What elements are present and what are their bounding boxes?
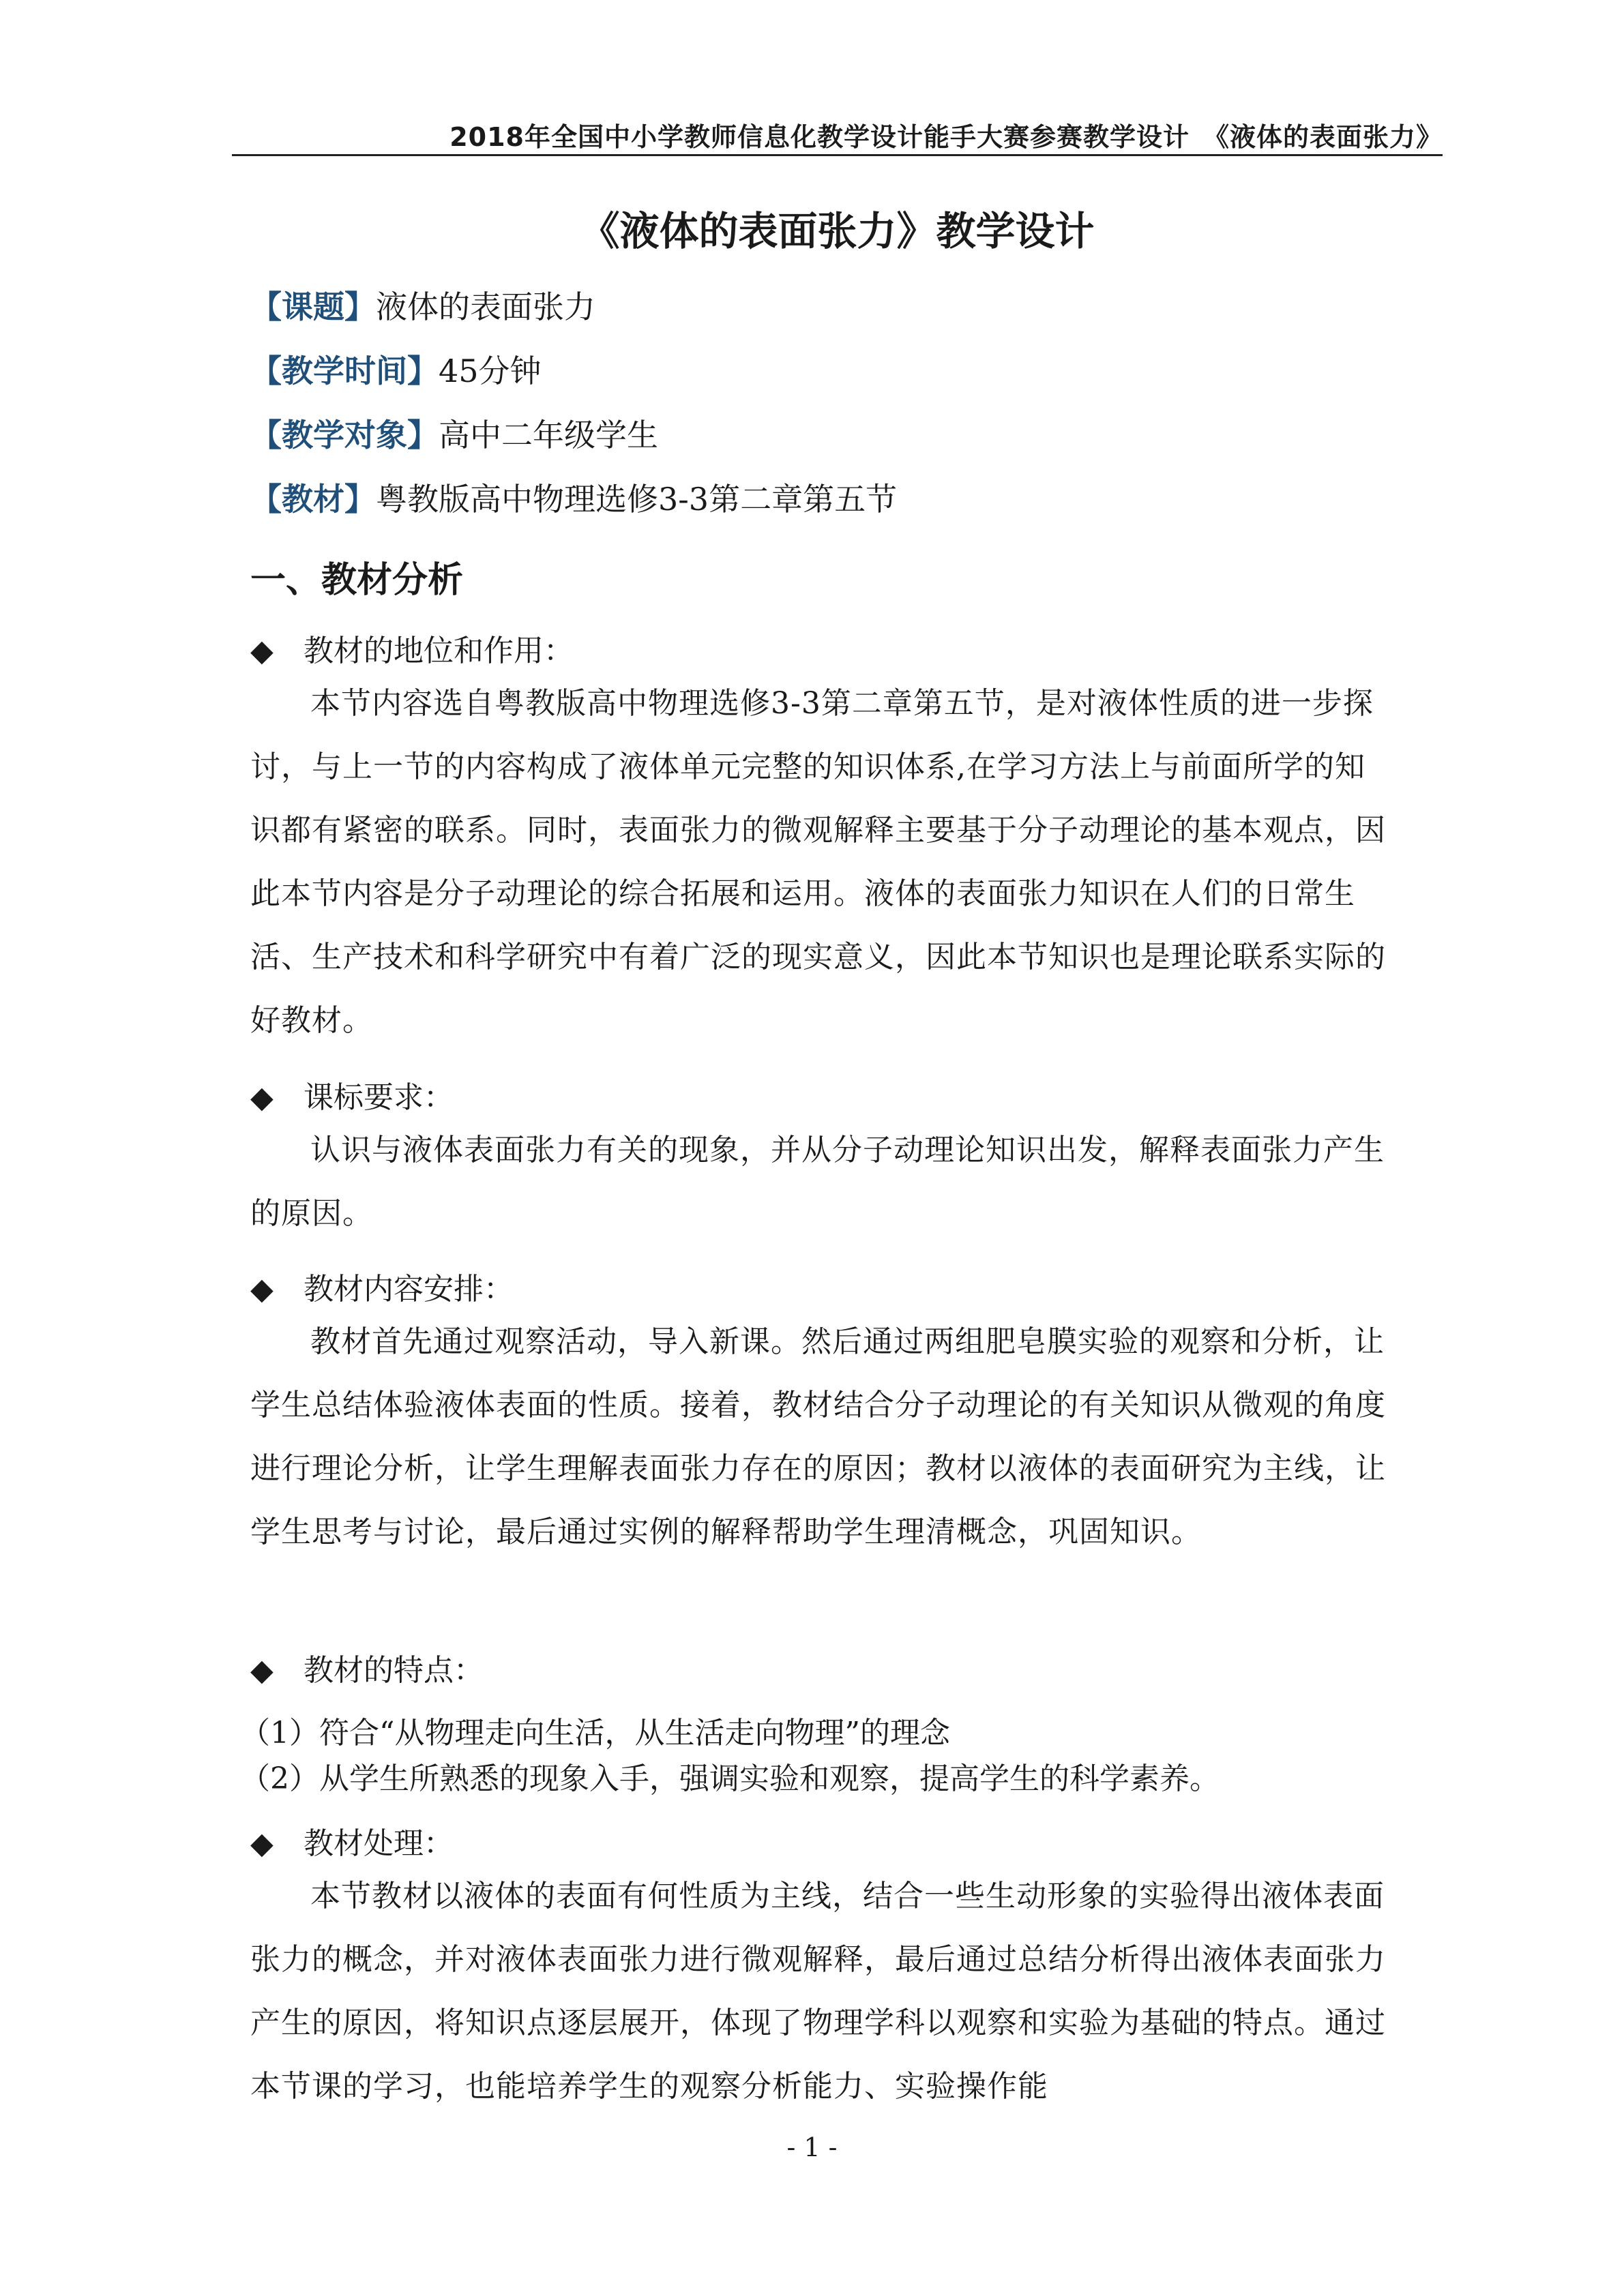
meta-audience <box>250 411 658 456</box>
meta-audience-key: 【教学对象】 <box>250 417 439 453</box>
header-rule <box>232 154 1443 156</box>
meta-time-key: 【教学时间】 <box>250 353 439 389</box>
bullet-curriculum-requirements <box>250 1073 454 1116</box>
meta-topic-key: 【课题】 <box>250 288 376 325</box>
bullet-textbook-features <box>250 1645 484 1689</box>
document-title: 《液体的表面张力》教学设计 <box>580 208 1095 254</box>
bullet-label: 课标要求： <box>304 1080 454 1115</box>
paragraph-textbook-processing: 本节教材以液体的表面有何性质为主线，结合一些生动形象的实验得出液体表面张力的概念，并对液体表面张力进行微观解释，最后通过总结分析得出液体表面张力产生的原因，将知识点逐层展开，体现了物理学科以观察和实验为基础的特点。通过本节课的学习，也能培养学生的观察分析能力、实验操作能 <box>250 1879 1386 2104</box>
paragraph-status-role: 本节内容选自粤教版高中物理选修3-3第二章第五节，是对液体性质的进一步探讨，与上一节的内容构成了液体单元完整的知识体系,在学习方法上与前面所学的知识都有紧密的联系。同时，表面张力的微观解释主要基于分子动理论的基本观点，因此本节内容是分子动理论的综合拓展和运用。液体的表面张力知识在人们的日常生活、生产技术和科学研究中有着广泛的现实意义，因此本节知识也是理论联系实际的好教材。 <box>250 686 1386 1038</box>
meta-topic-value: 液体的表面张力 <box>376 288 595 325</box>
meta-topic <box>250 282 595 327</box>
meta-audience-value: 高中二年级学生 <box>439 417 658 453</box>
bullet-label: 教材的地位和作用： <box>304 633 574 668</box>
bullet-content-arrangement <box>250 1264 514 1308</box>
paragraph-curriculum-requirements: 认识与液体表面张力有关的现象，并从分子动理论知识出发，解释表面张力产生的原因。 <box>250 1133 1385 1231</box>
meta-time-value: 45分钟 <box>439 353 542 389</box>
meta-textbook-key: 【教材】 <box>250 481 376 518</box>
diamond-bullet-icon: ◆ <box>250 1653 274 1688</box>
diamond-bullet-icon: ◆ <box>250 1080 274 1115</box>
diamond-bullet-icon: ◆ <box>250 1272 274 1307</box>
paragraph-content-arrangement: 教材首先通过观察活动，导入新课。然后通过两组肥皂膜实验的观察和分析，让学生总结体验液体表面的性质。接着，教材结合分子动理论的有关知识从微观的角度进行理论分析，让学生理解表面张力存在的原因；教材以液体的表面研究为主线，让学生思考与讨论，最后通过实例的解释帮助学生理清概念，巩固知识。 <box>250 1324 1386 1549</box>
feature-item-1: （1）符合“从物理走向生活，从生活走向物理”的理念 <box>240 1716 950 1750</box>
meta-time <box>250 346 542 391</box>
bullet-label: 教材内容安排： <box>304 1272 514 1307</box>
diamond-bullet-icon: ◆ <box>250 633 274 668</box>
page-number: - 1 - <box>786 2132 838 2162</box>
meta-textbook-value: 粤教版高中物理选修3-3第二章第五节 <box>376 481 898 518</box>
section-heading-textbook-analysis: 一、教材分析 <box>250 560 464 601</box>
bullet-status-role <box>250 626 574 670</box>
bullet-label: 教材的特点： <box>304 1653 484 1688</box>
meta-textbook <box>250 475 897 520</box>
bullet-label: 教材处理： <box>304 1826 454 1861</box>
feature-item-2: （2）从学生所熟悉的现象入手，强调实验和观察，提高学生的科学素养。 <box>240 1761 1220 1796</box>
bullet-textbook-processing <box>250 1819 454 1862</box>
diamond-bullet-icon: ◆ <box>250 1826 274 1861</box>
running-header: 2018年全国中小学教师信息化教学设计能手大赛参赛教学设计 《液体的表面张力》 <box>449 122 1443 152</box>
